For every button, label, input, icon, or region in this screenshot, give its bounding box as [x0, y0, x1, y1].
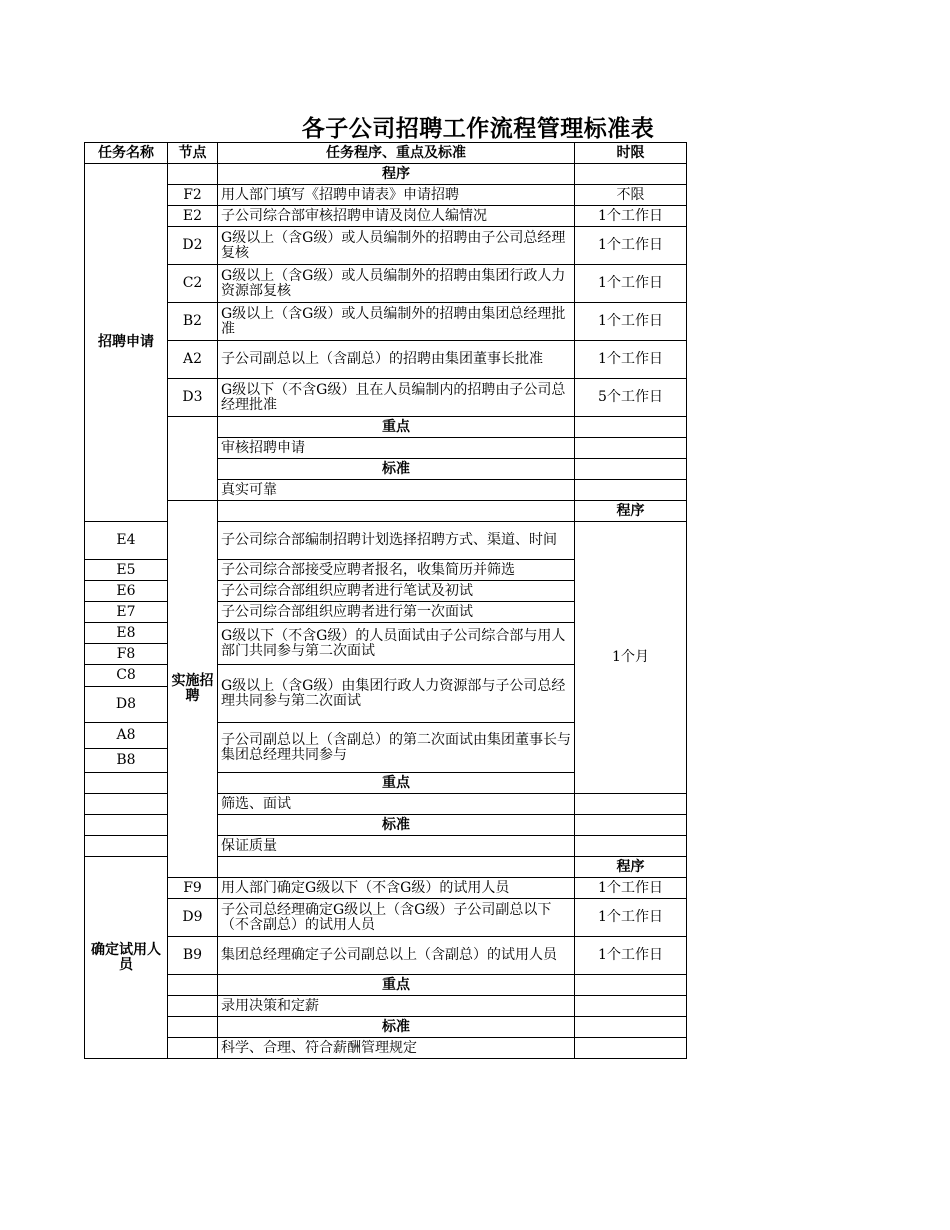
- time-cell: 1个工作日: [575, 227, 687, 265]
- section-label-standard: 标准: [218, 459, 575, 480]
- node-cell: E7: [85, 602, 168, 623]
- time-cell: 1个工作日: [575, 341, 687, 379]
- time-cell: [575, 417, 687, 438]
- section-label-procedure: 程序: [218, 164, 575, 185]
- procedure-text: 集团总经理确定子公司副总以上（含副总）的试用人员: [218, 937, 575, 975]
- node-cell: D9: [168, 899, 218, 937]
- stage-name: 实施招聘: [168, 501, 218, 878]
- time-cell: 1个月: [575, 522, 687, 794]
- node-cell: A2: [168, 341, 218, 379]
- node-cell: C2: [168, 265, 218, 303]
- node-cell: C8: [85, 665, 168, 687]
- key-point-text: 审核招聘申请: [218, 438, 575, 459]
- procedure-text: 子公司副总以上（含副总）的第二次面试由集团董事长与集团总经理共同参与: [218, 723, 575, 773]
- node-cell: [168, 1038, 218, 1059]
- table-row: [85, 379, 687, 417]
- procedure-text: 子公司综合部审核招聘申请及岗位人编情况: [218, 206, 575, 227]
- key-point-text: 录用决策和定薪: [218, 996, 575, 1017]
- procedure-text: G级以下（不含G级）且在人员编制内的招聘由子公司总经理批准: [218, 379, 575, 417]
- node-cell: [218, 857, 575, 878]
- procedure-text: 子公司综合部编制招聘计划选择招聘方式、渠道、时间: [218, 522, 575, 560]
- node-cell: B2: [168, 303, 218, 341]
- node-cell: B9: [168, 937, 218, 975]
- node-cell: [168, 417, 218, 501]
- table-row: [85, 417, 687, 438]
- procedure-text: G级以下（不含G级）的人员面试由子公司综合部与用人部门共同参与第二次面试: [218, 623, 575, 665]
- header-task: 任务名称: [85, 143, 168, 164]
- node-cell: F9: [168, 878, 218, 899]
- procedure-text: G级以上（含G级）或人员编制外的招聘由集团行政人力资源部复核: [218, 265, 575, 303]
- time-cell: [575, 1038, 687, 1059]
- table-row: [85, 996, 687, 1017]
- time-cell: [575, 480, 687, 501]
- standard-text: 真实可靠: [218, 480, 575, 501]
- header-time: 时限: [575, 143, 687, 164]
- section-label-standard: 标准: [218, 815, 575, 836]
- time-cell: [575, 794, 687, 815]
- procedure-text: 用人部门确定G级以下（不含G级）的试用人员: [218, 878, 575, 899]
- table-row: [85, 899, 687, 937]
- node-cell: E4: [85, 522, 168, 560]
- node-cell: [85, 794, 168, 815]
- time-cell: 5个工作日: [575, 379, 687, 417]
- table-row: [85, 185, 687, 206]
- node-cell: [85, 836, 168, 857]
- time-cell: [575, 1017, 687, 1038]
- node-cell: [85, 773, 168, 794]
- procedure-text: 用人部门填写《招聘申请表》申请招聘: [218, 185, 575, 206]
- procedure-text: G级以上（含G级）或人员编制外的招聘由集团总经理批准: [218, 303, 575, 341]
- header-row: [85, 143, 687, 164]
- table-row: [85, 937, 687, 975]
- procedure-text: 子公司总经理确定G级以上（含G级）子公司副总以下（不含副总）的试用人员: [218, 899, 575, 937]
- time-cell: [575, 815, 687, 836]
- node-cell: [218, 501, 575, 522]
- node-cell: D3: [168, 379, 218, 417]
- table-row: [85, 227, 687, 265]
- table-row: [85, 164, 687, 185]
- section-label-key: 重点: [218, 417, 575, 438]
- table-row: [85, 265, 687, 303]
- section-label-standard: 标准: [218, 1017, 575, 1038]
- time-cell: 1个工作日: [575, 206, 687, 227]
- header-node: 节点: [168, 143, 218, 164]
- section-label-procedure: 程序: [575, 501, 687, 522]
- time-cell: [575, 975, 687, 996]
- recruitment-standard-table: [84, 142, 687, 1059]
- procedure-text: 子公司副总以上（含副总）的招聘由集团董事长批准: [218, 341, 575, 379]
- node-cell: [168, 996, 218, 1017]
- time-cell: [575, 836, 687, 857]
- key-point-text: 筛选、面试: [218, 794, 575, 815]
- time-cell: 1个工作日: [575, 303, 687, 341]
- page-title: 各子公司招聘工作流程管理标准表: [301, 116, 655, 142]
- node-cell: B8: [85, 749, 168, 773]
- standard-text: 保证质量: [218, 836, 575, 857]
- stage-name: 确定试用人员: [85, 857, 168, 1059]
- table-row: [85, 206, 687, 227]
- standard-text: 科学、合理、符合薪酬管理规定: [218, 1038, 575, 1059]
- time-cell: 1个工作日: [575, 899, 687, 937]
- table-row: [85, 341, 687, 379]
- table-row: [85, 1017, 687, 1038]
- node-cell: E2: [168, 206, 218, 227]
- time-cell: 不限: [575, 185, 687, 206]
- table-row: [85, 1038, 687, 1059]
- time-cell: [575, 164, 687, 185]
- header-procedure: 任务程序、重点及标准: [218, 143, 575, 164]
- node-cell: F8: [85, 644, 168, 665]
- time-cell: [575, 996, 687, 1017]
- node-cell: D2: [168, 227, 218, 265]
- node-cell: [168, 1017, 218, 1038]
- procedure-text: 子公司综合部组织应聘者进行第一次面试: [218, 602, 575, 623]
- node-cell: [168, 164, 218, 185]
- node-cell: [85, 815, 168, 836]
- procedure-text: 子公司综合部接受应聘者报名，收集简历并筛选: [218, 560, 575, 581]
- section-label-key: 重点: [218, 975, 575, 996]
- stage-name: 招聘申请: [85, 164, 168, 522]
- node-cell: D8: [85, 687, 168, 723]
- node-cell: [168, 975, 218, 996]
- time-cell: 1个工作日: [575, 937, 687, 975]
- table-row: [85, 501, 687, 522]
- table-row: [85, 878, 687, 899]
- time-cell: [575, 459, 687, 480]
- node-cell: E8: [85, 623, 168, 644]
- procedure-text: G级以上（含G级）由集团行政人力资源部与子公司总经理共同参与第二次面试: [218, 665, 575, 723]
- node-cell: F2: [168, 185, 218, 206]
- node-cell: A8: [85, 723, 168, 749]
- time-cell: 1个工作日: [575, 878, 687, 899]
- procedure-text: G级以上（含G级）或人员编制外的招聘由子公司总经理复核: [218, 227, 575, 265]
- section-label-procedure: 程序: [575, 857, 687, 878]
- node-cell: E6: [85, 581, 168, 602]
- section-label-key: 重点: [218, 773, 575, 794]
- time-cell: 1个工作日: [575, 265, 687, 303]
- table-row: [85, 975, 687, 996]
- time-cell: [575, 438, 687, 459]
- procedure-text: 子公司综合部组织应聘者进行笔试及初试: [218, 581, 575, 602]
- node-cell: E5: [85, 560, 168, 581]
- table-row: [85, 303, 687, 341]
